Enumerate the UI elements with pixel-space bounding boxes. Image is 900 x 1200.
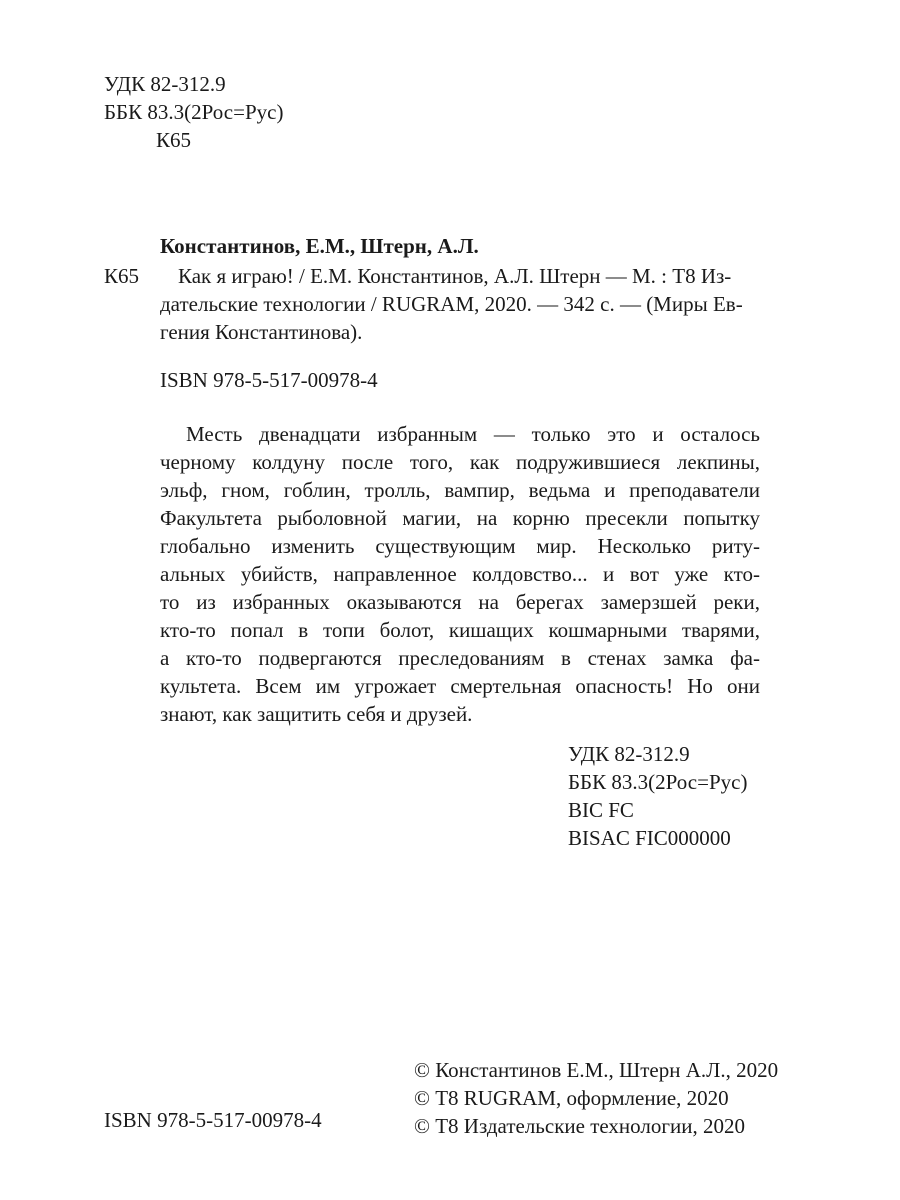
annotation-line: альных убийств, направленное колдовство... и вот уже кто-	[160, 562, 760, 586]
bibliographic-description	[160, 262, 743, 346]
description-line: гения Константинова).	[160, 320, 363, 344]
description-line: Как я играю! / Е.М. Константинов, А.Л. Штерн — М. : Т8 Из-	[178, 264, 732, 288]
description-line: дательские технологии / RUGRAM, 2020. — 342 с. — (Миры Ев-	[160, 292, 743, 316]
subject-codes	[568, 740, 747, 852]
copyright-line: © Т8 Издательские технологии, 2020	[414, 1114, 745, 1138]
subject-code: ББК 83.3(2Рос=Рус)	[568, 770, 748, 794]
annotation-line: культета. Всем им угрожает смертельная опасность! Но они	[160, 674, 760, 698]
annotation-line: черному колдуну после того, как подружившиеся лекпины,	[160, 450, 760, 474]
author-mark: К65	[156, 128, 192, 152]
annotation-line: Факультета рыболовной магии, на корню пресекли попытку	[160, 506, 760, 530]
annotation-line: кто-то попал в топи болот, кишащих кошмарными тварями,	[160, 618, 760, 642]
annotation	[160, 420, 760, 728]
author-heading: Константинов, Е.М., Штерн, А.Л.	[160, 234, 479, 258]
udk-code: УДК 82-312.9	[104, 72, 226, 96]
copyright-line: © Константинов Е.М., Штерн А.Л., 2020	[414, 1058, 779, 1082]
subject-code: УДК 82-312.9	[568, 742, 690, 766]
annotation-line: то из избранных оказываются на берегах замерзшей реки,	[160, 590, 760, 614]
copyright-line: © Т8 RUGRAM, оформление, 2020	[414, 1086, 729, 1110]
copyright-notices	[414, 1056, 778, 1140]
classification-codes	[104, 70, 283, 154]
isbn-footer: ISBN 978-5-517-00978-4	[104, 1108, 322, 1132]
annotation-line: эльф, гном, гоблин, тролль, вампир, ведьма и преподаватели	[160, 478, 760, 502]
isbn-record: ISBN 978-5-517-00978-4	[160, 368, 378, 392]
annotation-line: Месть двенадцати избранным — только это и осталось	[186, 422, 760, 446]
annotation-line: знают, как защитить себя и друзей.	[160, 702, 473, 726]
bbk-code: ББК 83.3(2Рос=Рус)	[104, 100, 284, 124]
record-mark: К65	[104, 264, 140, 288]
subject-code: BISAC FIC000000	[568, 826, 731, 850]
subject-code: BIC FC	[568, 798, 634, 822]
annotation-line: а кто-то подвергаются преследованиям в стенах замка фа-	[160, 646, 760, 670]
annotation-line: глобально изменить существующим мир. Несколько риту-	[160, 534, 760, 558]
